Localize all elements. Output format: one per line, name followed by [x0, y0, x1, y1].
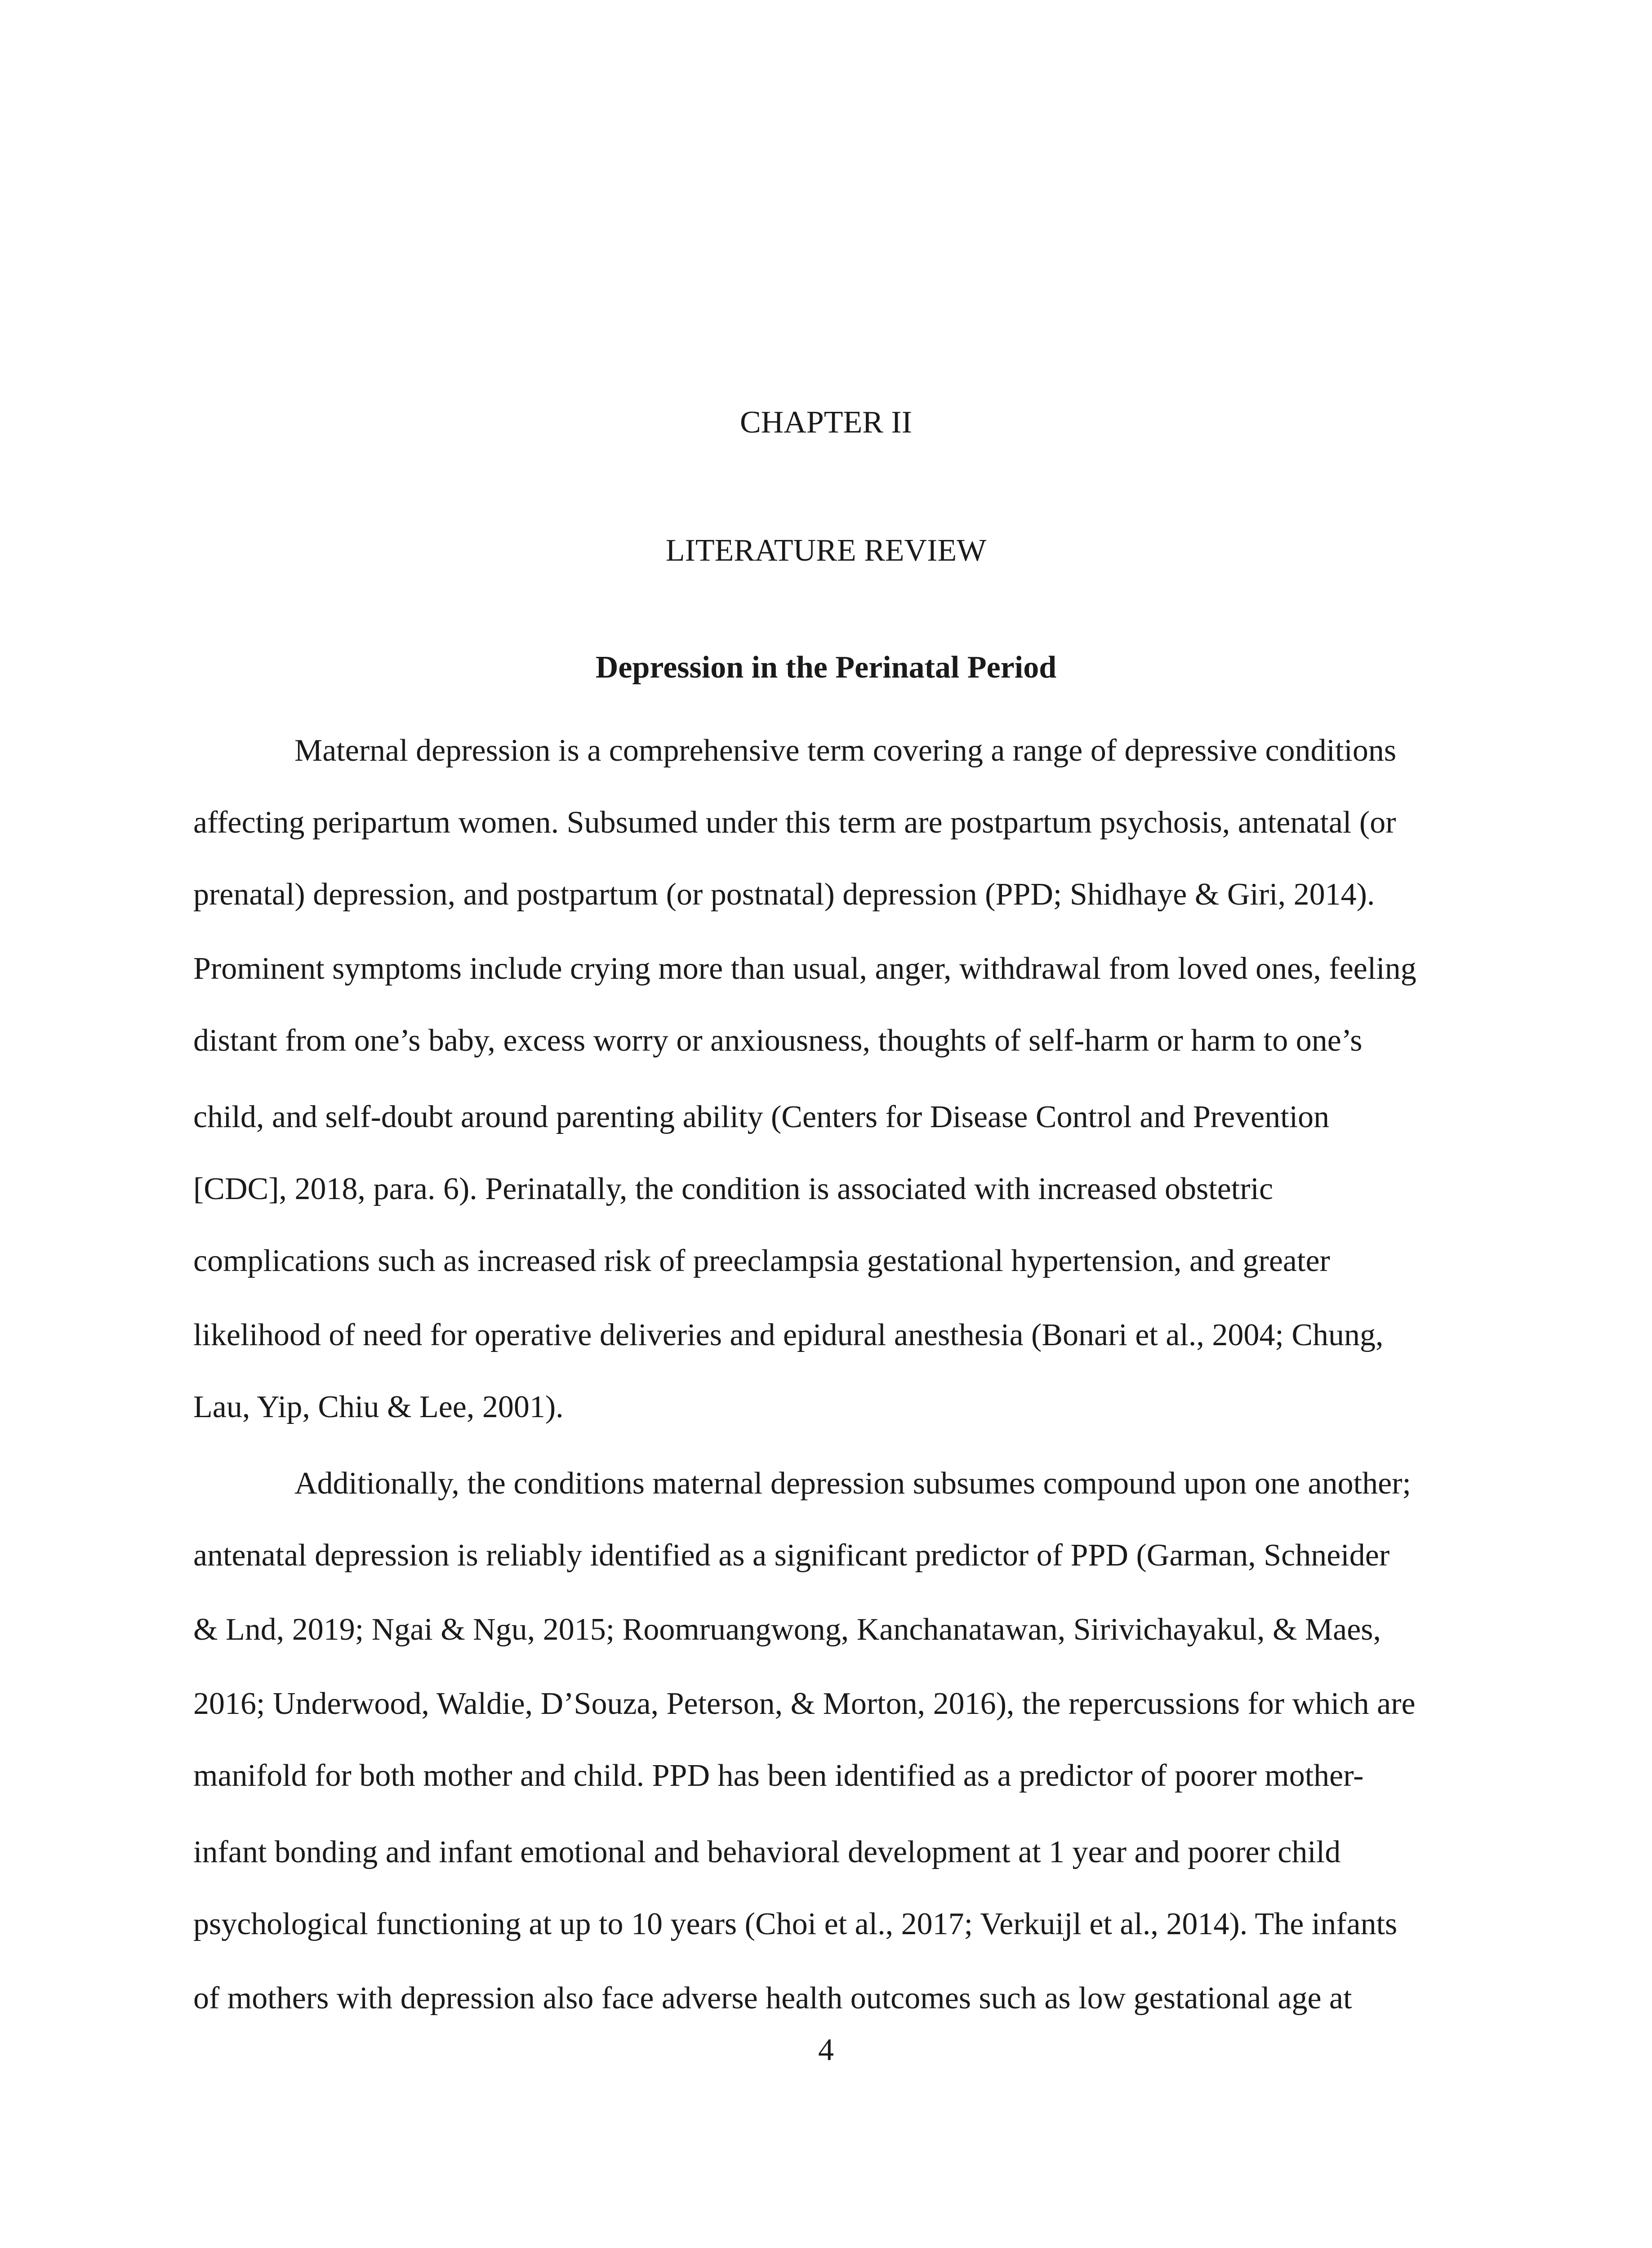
- section-heading: Depression in the Perinatal Period: [595, 650, 1057, 685]
- page-number: 4: [818, 2033, 834, 2067]
- paragraph-2-line: antenatal depression is reliably identified as a significant predictor of PPD (Garman, Schneider: [193, 1538, 1390, 1573]
- paragraph-2-line: manifold for both mother and child. PPD has been identified as a predictor of poorer mother-: [193, 1758, 1364, 1793]
- paragraph-2-line: psychological functioning at up to 10 years (Choi et al., 2017; Verkuijl et al., 2014). The infants: [193, 1907, 1398, 1941]
- paragraph-1-line: complications such as increased risk of preeclampsia gestational hypertension, and greater: [193, 1244, 1330, 1278]
- paragraph-2-line: of mothers with depression also face adverse health outcomes such as low gestational age at: [193, 1981, 1352, 2016]
- paragraph-1-line: Lau, Yip, Chiu & Lee, 2001).: [193, 1390, 564, 1424]
- paragraph-2-line: 2016; Underwood, Waldie, D’Souza, Peterson, & Morton, 2016), the repercussions for which are: [193, 1686, 1416, 1721]
- paragraph-1-line: Maternal depression is a comprehensive term covering a range of depressive conditions: [294, 733, 1397, 768]
- section-title: LITERATURE REVIEW: [665, 533, 987, 568]
- paragraph-1-line: likelihood of need for operative deliveries and epidural anesthesia (Bonari et al., 2004; Chung,: [193, 1318, 1384, 1352]
- paragraph-1-line: [CDC], 2018, para. 6). Perinatally, the condition is associated with increased obstetric: [193, 1172, 1274, 1206]
- paragraph-1-line: affecting peripartum women. Subsumed under this term are postpartum psychosis, antenatal (or: [193, 805, 1396, 840]
- paragraph-1-line: prenatal) depression, and postpartum (or postnatal) depression (PPD; Shidhaye & Giri, 2014).: [193, 877, 1375, 912]
- paragraph-1-line: distant from one’s baby, excess worry or anxiousness, thoughts of self-harm or harm to one’s: [193, 1023, 1363, 1058]
- paragraph-2-line: & Lnd, 2019; Ngai & Ngu, 2015; Roomruangwong, Kanchanatawan, Sirivichayakul, & Maes,: [193, 1612, 1381, 1647]
- paragraph-1-line: child, and self-doubt around parenting ability (Centers for Disease Control and Prevention: [193, 1100, 1330, 1134]
- paragraph-2-line: infant bonding and infant emotional and behavioral development at 1 year and poorer child: [193, 1835, 1341, 1869]
- paragraph-1-line: Prominent symptoms include crying more than usual, anger, withdrawal from loved ones, feeling: [193, 951, 1416, 986]
- paragraph-2-line: Additionally, the conditions maternal depression subsumes compound upon one another;: [294, 1466, 1411, 1501]
- chapter-title: CHAPTER II: [739, 405, 913, 440]
